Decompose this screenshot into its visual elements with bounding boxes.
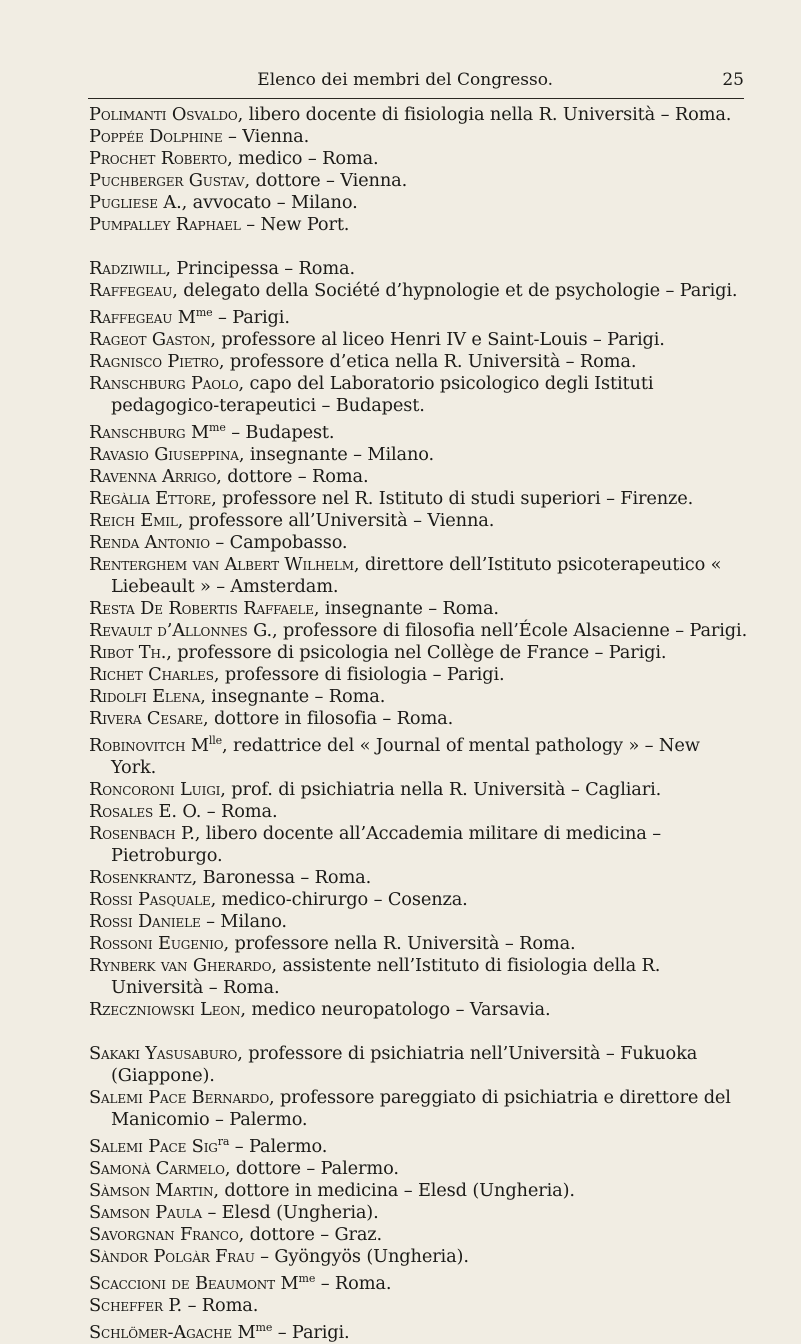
member-entry (89, 329, 749, 351)
member-description: , prof. di psichiatria nella R. Università – Cagliari. (220, 778, 662, 800)
member-description: , professore pareggiato di psichiatria e direttore del Manicomio – Palermo. (111, 1086, 731, 1130)
member-description: , direttore dell’Istituto psicoterapeutico « Liebeault » – Amsterdam. (111, 553, 722, 597)
member-entry (89, 417, 749, 444)
title-superscript: lle (208, 733, 222, 747)
member-entry (89, 598, 749, 620)
member-entry (89, 1087, 749, 1131)
member-name: Revault d’Allonnes G. (89, 619, 273, 641)
member-name: Sàndor Polgàr Frau (89, 1245, 255, 1267)
member-name: Raffegeau M (89, 306, 196, 328)
title-superscript: me (255, 1320, 273, 1334)
member-entry (89, 620, 749, 642)
member-entry (89, 373, 749, 417)
member-name: Ridolfi Elena (89, 685, 201, 707)
member-entry (89, 1180, 749, 1202)
member-name: Ravasio Giuseppina (89, 443, 239, 465)
member-description: , medico-chirurgo – Cosenza. (210, 888, 468, 910)
member-entry (89, 170, 749, 192)
member-name: Rzeczniowski Leon (89, 998, 241, 1020)
member-description: , dottore in filosofia – Roma. (203, 707, 454, 729)
member-name: Ravenna Arrigo (89, 465, 217, 487)
member-description: , professore di fisiologia – Parigi. (213, 663, 505, 685)
member-description: , medico neuropatologo – Varsavia. (240, 998, 551, 1020)
member-entry (89, 1224, 749, 1246)
member-description: , Principessa – Roma. (165, 258, 355, 279)
member-description: – Gyöngyös (Ungheria). (254, 1245, 469, 1267)
member-description: , assistente nell’Istituto di fisiologia della R. Università – Roma. (111, 954, 661, 998)
member-description: , insegnante – Roma. (200, 685, 386, 707)
member-entry (89, 708, 749, 730)
member-name: Renda Antonio (89, 531, 210, 553)
member-description: – Roma. (201, 800, 278, 822)
member-description: – Budapest. (225, 421, 335, 443)
member-entry (89, 867, 749, 889)
member-entry (89, 280, 749, 302)
member-name: Sakaki Yasusaburo (89, 1042, 238, 1064)
member-entry (89, 466, 749, 488)
member-name: Poppée Dolphine (89, 126, 223, 147)
member-entry (89, 104, 749, 126)
member-entry (89, 801, 749, 823)
member-name: Samson Paula (89, 1201, 202, 1223)
member-entry (89, 554, 749, 598)
member-entry (89, 258, 749, 280)
member-name: Rossi Pasquale (89, 888, 211, 910)
member-description: , professore d’etica nella R. Università – Roma. (218, 350, 637, 372)
member-description: , Baronessa – Roma. (191, 866, 372, 888)
member-name: Rosenbach P. (89, 822, 195, 844)
member-entry (89, 1131, 749, 1158)
member-entry (89, 642, 749, 664)
member-description: , professore di filosofia nell’École Alsacienne – Parigi. (272, 619, 748, 641)
member-description: – Milano. (200, 910, 287, 932)
member-entry (89, 999, 749, 1021)
member-name: Schlömer-Agache M (89, 1321, 256, 1343)
member-description: – Palermo. (229, 1135, 328, 1157)
title-superscript: ra (217, 1134, 230, 1148)
member-name: Renterghem van Albert Wilhelm (89, 553, 354, 575)
member-entry (89, 1202, 749, 1224)
member-entry (89, 933, 749, 955)
title-superscript: me (298, 1271, 316, 1285)
member-name: Scheffer P. (89, 1294, 183, 1316)
member-description: , dottore – Palermo. (224, 1157, 399, 1179)
member-description: – Parigi. (212, 306, 290, 328)
member-description: , dottore in medicina – Elesd (Ungheria). (213, 1179, 575, 1201)
member-entry (89, 1295, 749, 1317)
member-description: – Roma. (182, 1294, 259, 1316)
member-description: , insegnante – Milano. (238, 443, 435, 465)
member-name: Rivera Cesare (89, 707, 204, 729)
running-title: Elenco dei membri del Congresso. (257, 70, 554, 90)
member-description: , professore all’Università – Vienna. (177, 509, 495, 531)
member-description: – Roma. (315, 1272, 392, 1294)
member-entry (89, 730, 749, 779)
member-name: Sàmson Martin (89, 1179, 214, 1201)
member-entry (89, 823, 749, 867)
member-name: Resta De Robertis Raffaele (89, 597, 314, 619)
member-name: Rossi Daniele (89, 910, 201, 932)
member-name: Rosales E. O. (89, 800, 202, 822)
member-name: Robinovitch M (89, 734, 209, 756)
page-number: 25 (722, 70, 744, 90)
member-entry (89, 1317, 749, 1344)
member-name: Ranschburg M (89, 421, 210, 443)
member-entry (89, 488, 749, 510)
member-entry (89, 444, 749, 466)
member-name: Samonà Carmelo (89, 1157, 225, 1179)
member-name: Salemi Pace Bernardo (89, 1086, 270, 1108)
member-description: , redattrice del « Journal of mental pathology » – New York. (111, 734, 700, 778)
title-superscript: me (195, 306, 213, 319)
member-description: , professore nella R. Università – Roma. (223, 932, 576, 954)
member-name: Richet Charles (89, 663, 214, 685)
member-name: Rossoni Eugenio (89, 932, 224, 954)
member-entry (89, 148, 749, 170)
member-entry (89, 779, 749, 801)
member-entry (89, 955, 749, 999)
member-name: Prochet Roberto (89, 148, 228, 169)
member-name: Salemi Pace Sig (89, 1135, 218, 1157)
member-name: Raffegeau (89, 280, 173, 301)
member-name: Rageot Gaston (89, 328, 211, 350)
member-description: , libero docente di fisiologia nella R. Università – Roma. (237, 104, 732, 125)
member-name: Ranschburg Paolo (89, 372, 239, 394)
member-entry (89, 351, 749, 373)
member-description: – New Port. (240, 214, 350, 235)
member-name: Roncoroni Luigi (89, 778, 221, 800)
member-name: Reich Emil (89, 509, 178, 531)
member-description: , dottore – Vienna. (244, 170, 408, 191)
member-description: – Campobasso. (209, 531, 348, 553)
member-entry (89, 510, 749, 532)
member-description: , professore nel R. Istituto di studi superiori – Firenze. (211, 487, 694, 509)
member-entry (89, 214, 749, 236)
member-name: Savorgnan Franco (89, 1223, 239, 1245)
member-description: , avvocato – Milano. (181, 192, 358, 213)
member-name: Scaccioni de Beaumont M (89, 1272, 299, 1294)
member-description: , professore di psicologia nel Collège de France – Parigi. (166, 641, 667, 663)
member-description: , dottore – Graz. (238, 1223, 383, 1245)
member-name: Ribot Th. (89, 641, 167, 663)
member-group (89, 1043, 749, 1344)
member-entry (89, 126, 749, 148)
header-rule (88, 98, 744, 99)
member-entry (89, 192, 749, 214)
member-description: , professore di psichiatria nell’Università – Fukuoka (Giappone). (111, 1042, 698, 1086)
member-entry (89, 1246, 749, 1268)
member-entry (89, 1158, 749, 1180)
member-entry (89, 532, 749, 554)
member-description: – Parigi. (272, 1321, 350, 1343)
member-description: , dottore – Roma. (216, 465, 369, 487)
member-description: , professore al liceo Henri IV e Saint-Louis – Parigi. (210, 328, 665, 350)
member-description: , capo del Laboratorio psicologico degli Istituti pedagogico-terapeutici – Budapest. (111, 372, 654, 416)
member-description: , libero docente all’Accademia militare di medicina – Pietroburgo. (111, 822, 661, 866)
member-list (89, 104, 749, 1344)
member-entry (89, 686, 749, 708)
member-entry (89, 664, 749, 686)
member-description: , delegato della Société d’hypnologie et de psychologie – Parigi. (172, 280, 738, 301)
member-name: Pumpalley Raphael (89, 214, 241, 235)
member-entry (89, 302, 749, 329)
member-name: Polimanti Osvaldo (89, 104, 238, 125)
member-entry (89, 911, 749, 933)
member-entry (89, 1268, 749, 1295)
member-description: , medico – Roma. (227, 148, 379, 169)
member-name: Puchberger Gustav (89, 170, 245, 191)
member-name: Rosenkrantz (89, 866, 192, 888)
member-entry (89, 889, 749, 911)
member-name: Ragnisco Pietro (89, 350, 219, 372)
title-superscript: me (209, 420, 226, 434)
member-name: Pugliese A. (89, 192, 182, 213)
member-name: Radziwill (89, 258, 166, 279)
member-description: – Vienna. (222, 126, 310, 147)
member-group (89, 104, 749, 236)
member-description: – Elesd (Ungheria). (201, 1201, 379, 1223)
member-description: , insegnante – Roma. (313, 597, 499, 619)
member-entry (89, 1043, 749, 1087)
member-name: Regàlia Ettore (89, 487, 212, 509)
member-group (89, 258, 749, 1021)
member-name: Rynberk van Gherardo (89, 954, 272, 976)
page-header (88, 70, 744, 90)
